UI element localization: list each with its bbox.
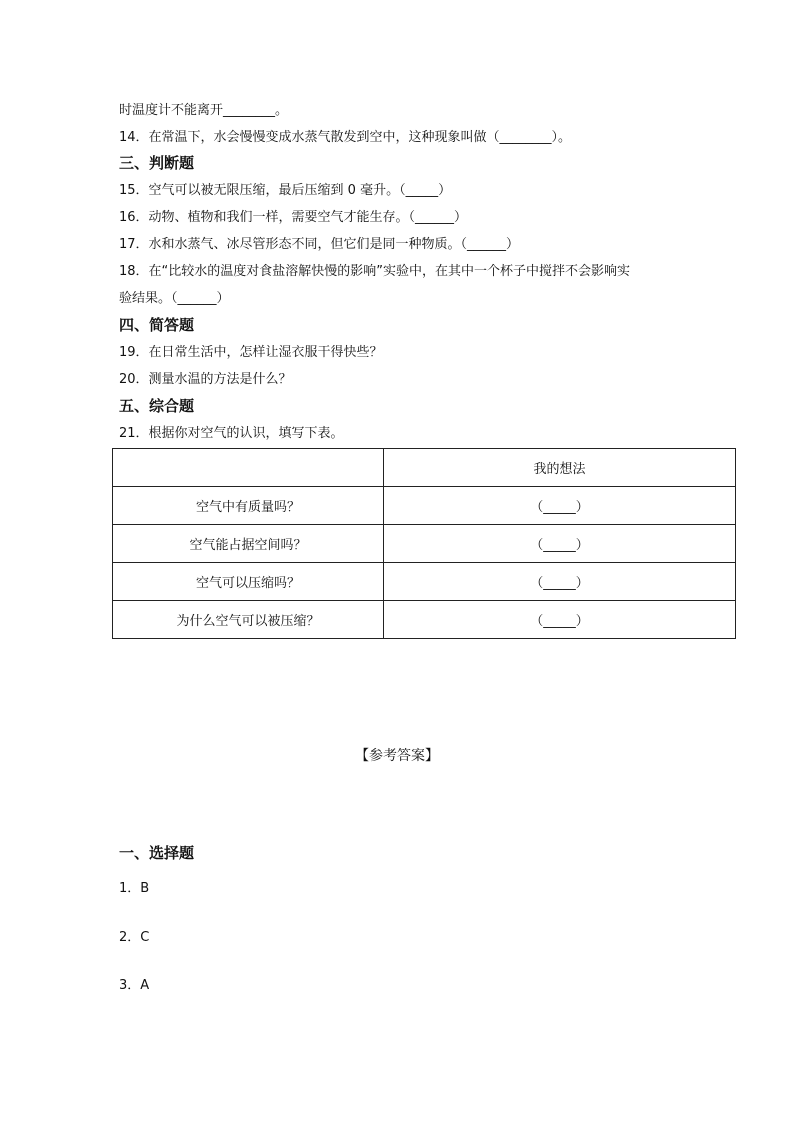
section-heading-short-answer: 四、简答题 [119,316,195,334]
question-16: 16．动物、植物和我们一样，需要空气才能生存。（______） [119,210,468,225]
question-14: 14．在常温下，水会慢慢变成水蒸气散发到空中，这种现象叫做（________）。 [119,130,572,145]
section-heading-judgment: 三、判断题 [119,154,195,172]
question-19: 19．在日常生活中，怎样让湿衣服干得快些？ [119,345,383,360]
question-13-continuation: 时温度计不能离开________。 [119,103,289,118]
question-17: 17．水和水蒸气、冰尽管形态不同，但它们是同一种物质。（______） [119,237,520,252]
table-answer-blank[interactable]: （_____） [384,525,736,563]
question-21: 21．根据你对空气的认识，填写下表。 [119,426,344,441]
table-row [113,487,736,525]
table-row [113,525,736,563]
table-row [113,563,736,601]
table-answer-blank[interactable]: （_____） [384,601,736,639]
table-question-cell: 空气中有质量吗？ [113,487,384,525]
table-question-cell: 空气能占据空间吗？ [113,525,384,563]
table-answer-blank[interactable]: （_____） [384,563,736,601]
answer-item: 2．C [119,930,150,945]
question-15: 15．空气可以被无限压缩，最后压缩到 0 毫升。（_____） [119,183,452,198]
table-question-cell: 空气可以压缩吗？ [113,563,384,601]
table-header-row [113,449,736,487]
reference-answer-title: 【参考答案】 [355,748,439,764]
table-row [113,601,736,639]
table-answer-blank[interactable]: （_____） [384,487,736,525]
answer-section-heading: 一、选择题 [119,844,195,862]
question-18-line1: 18．在“比较水的温度对食盐溶解快慢的影响”实验中，在其中一个杯子中搅拌不会影响实 [119,264,631,279]
question-20: 20．测量水温的方法是什么？ [119,372,292,387]
table-question-cell: 为什么空气可以被压缩？ [113,601,384,639]
answer-item: 1．B [119,881,150,896]
table-header-cell: 我的想法 [384,449,736,487]
air-knowledge-table [112,448,736,639]
answer-item: 3．A [119,978,150,993]
question-18-line2: 验结果。（______） [119,291,230,306]
table-header-cell [113,449,384,487]
section-heading-comprehensive: 五、综合题 [119,397,195,415]
